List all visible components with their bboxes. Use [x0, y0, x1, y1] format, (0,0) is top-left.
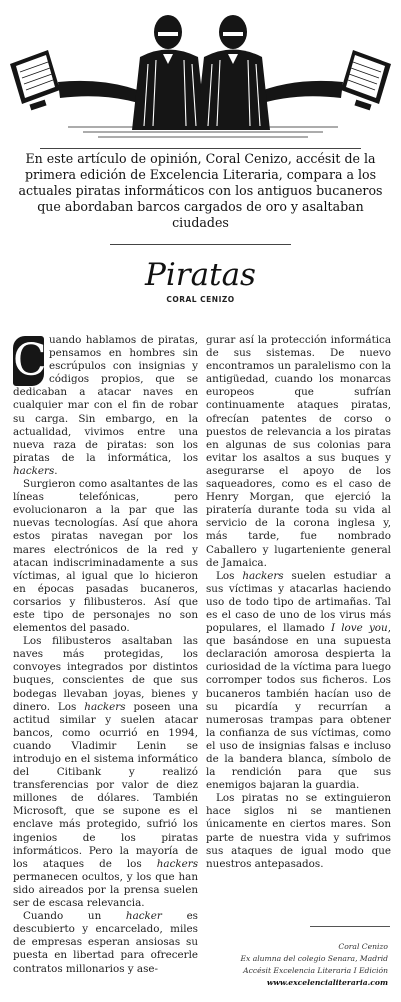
- signature-website: www.excelencialiteraria.com: [266, 978, 388, 987]
- article-column-left: [13, 334, 198, 976]
- paragraph-4-continued: gurar así la protección informática de sus sistemas. De nuevo encontramos un paralelismo con la antigüedad, cuando los monarcas europeos que sufrían continuamente ataques piratas, ofrecían patentes de corso o puestos de relevancia a los piratas en algunas de sus colonias para evitar los asaltos a sus buques y asegurarse el apoyo de los saqueadores, como es el caso de Henry Morgan, que ejerció la piratería durante toda su vida al servicio de la corona inglesa y, más tarde, fue nombrado Caballero y lugarteniente general de Jamaica.: [206, 334, 391, 569]
- article-byline: CORAL CENIZO: [166, 295, 235, 304]
- lede-bottom-rule: [110, 244, 291, 245]
- signature-school: Ex alumna del colegio Senara, Madrid: [240, 954, 388, 963]
- pirates-illustration: [8, 2, 393, 142]
- paragraph-4: Cuando un hacker es descubierto y encarcelado, miles de empresas esperan ansiosas su puesta en libertad para ofrecerle contratos millonarios y ase-: [13, 910, 198, 975]
- article-column-right: [206, 334, 391, 871]
- signature-name: Coral Cenizo: [338, 942, 388, 951]
- drop-cap: C: [13, 335, 47, 386]
- article-title: Piratas: [145, 257, 256, 293]
- paragraph-5: Los hackers suelen estudiar a sus víctimas y atacarlas haciendo uso de todo tipo de artimañas. Tal es el caso de uno de los virus más populares, el llamado I love you, que basándose en una supuesta declaración amorosa despierta la curiosidad de la víctima para luego corromper todos sus ficheros. Los bucaneros también hacían uso de su picardía y recurrían a numerosas trampas para obtener la confianza de sus víctimas, como el uso de insignias falsas e incluso de la bandera blanca, símbolo de la rendición para que sus enemigos bajaran la guardia.: [206, 569, 391, 792]
- paragraph-3: Los filibusteros asaltaban las naves más protegidas, los convoyes integrados por distintos buques, conscientes de que sus bodegas llevaban joyas, bienes y dinero. Los hackers poseen una actitud similar y suelen atacar bancos, como ocurrió en 1994, cuando Vladimir Lenin se introdujo en el sistema informático del Citibank y realizó transferencias por valor de diez millones de dólares. También Microsoft, que se supone es el enclave más protegido, sufrió los ingenios de los piratas informáticos. Pero la mayoría de los ataques de los hackers permanecen ocultos, y los que han sido aireados por la prensa suelen ser de escasa relevancia.: [13, 635, 199, 910]
- paragraph-6: Los piratas no se extinguieron hace siglos ni se mantienen únicamente en ciertos mares. Son parte de nuestra vida y sufrimos sus ataques de igual modo que nuestros antepasados.: [206, 792, 391, 870]
- paragraph-2: Surgieron como asaltantes de las líneas telefónicas, pero evolucionaron a la par que las nuevas tecnologías. Así que ahora estos piratas navegan por los mares electrónicos de la red y atacan indiscriminadamente a sus víctimas, al igual que lo hicieron en épocas pasadas bucaneros, corsarios y filibusteros. Así que este tipo de personajes no son elementos del pasado.: [13, 478, 198, 635]
- signature-block: [240, 941, 388, 989]
- article-lede: En este artículo de opinión, Coral Cenizo, accésit de la primera edición de Excelencia Literaria, compara a los actuales piratas informáticos con los antiguos bucaneros que abordaban barcos cargados de oro y asaltaban ciudades: [18, 151, 383, 230]
- paragraph-1: C uando hablamos de piratas, pensamos en hombres sin escrúpulos con insignias y códigos propios, que se dedicaban a atacar naves en cualquier mar con el fin de robar su carga. Sin embargo, en la actualidad, vivimos entre una nueva raza de piratas: son los piratas de la informática, los hackers.: [13, 334, 198, 477]
- signature-rule: [310, 926, 390, 927]
- lede-top-rule: [40, 148, 361, 149]
- signature-award: Accésit Excelencia Literaria I Edición: [243, 966, 388, 975]
